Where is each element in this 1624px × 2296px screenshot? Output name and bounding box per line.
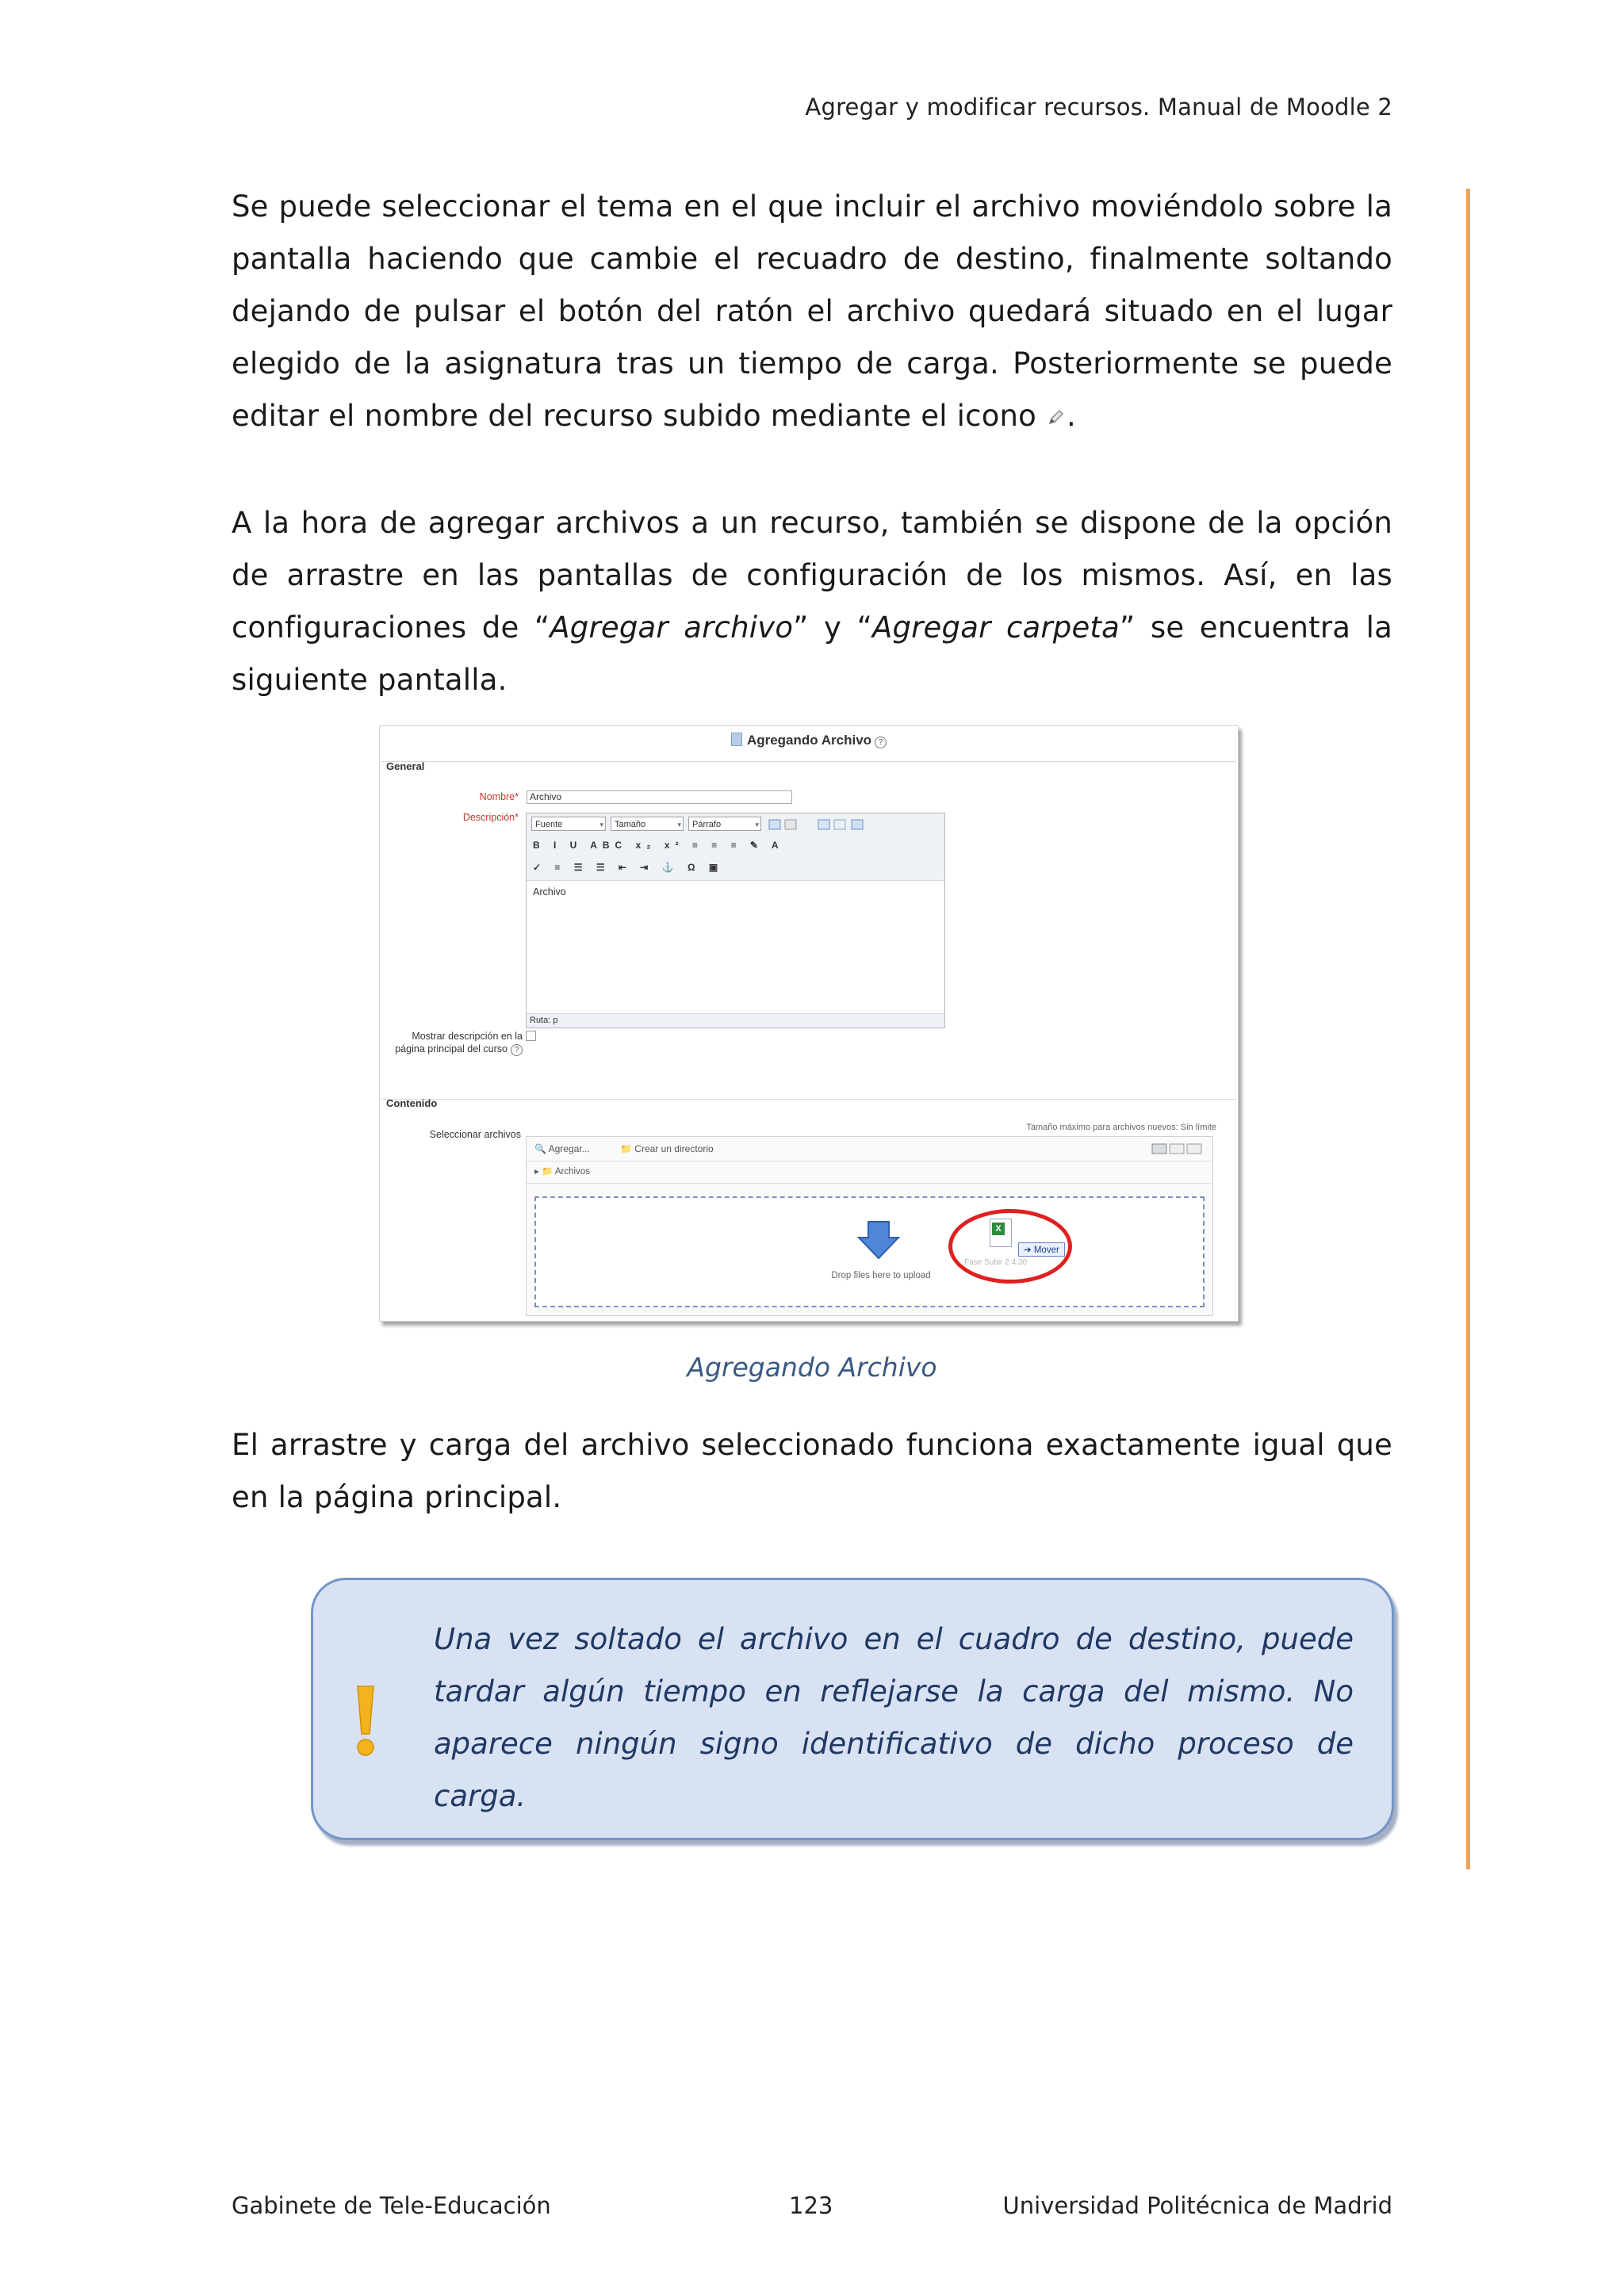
view-mode-icons[interactable] bbox=[1151, 1142, 1206, 1155]
editor-toolbar-row-2 bbox=[527, 836, 944, 859]
name-label: Nombre* bbox=[479, 791, 519, 802]
show-description-checkbox[interactable] bbox=[526, 1031, 536, 1041]
running-header: Agregar y modificar recursos. Manual de Moodle 2 bbox=[805, 94, 1392, 121]
figure-title bbox=[380, 733, 1238, 748]
editor-content[interactable]: Archivo bbox=[533, 886, 566, 897]
footer-left: Gabinete de Tele-Educación bbox=[232, 2192, 551, 2219]
note-box bbox=[311, 1578, 1394, 1840]
create-directory-label: Crear un directorio bbox=[634, 1143, 714, 1154]
picker-toolbar bbox=[527, 1137, 1212, 1161]
move-tooltip: ➔ Mover bbox=[1018, 1242, 1065, 1257]
format-buttons[interactable]: B I U ABC x₂ x² ≡ ≡ ≡ ✎ A bbox=[533, 840, 784, 851]
footer-right: Universidad Politécnica de Madrid bbox=[1002, 2192, 1392, 2219]
side-rule bbox=[1466, 189, 1470, 1869]
pencil-icon bbox=[1046, 392, 1067, 444]
show-description-text: Mostrar descripción en la página principal del curso bbox=[395, 1031, 523, 1054]
figure-title-text: Agregando Archivo bbox=[746, 733, 872, 748]
add-file-label: Agregar... bbox=[548, 1143, 590, 1154]
page-number: 123 bbox=[789, 2192, 833, 2219]
paragraph-1-end: . bbox=[1067, 399, 1076, 433]
section-general: General bbox=[386, 760, 425, 772]
add-file-button[interactable]: 🔍 Agregar... bbox=[534, 1143, 590, 1154]
divider bbox=[381, 1099, 1236, 1100]
section-content: Contenido bbox=[386, 1097, 438, 1109]
drop-files-text: Drop files here to upload bbox=[831, 1271, 931, 1280]
paragraph-1-text: Se puede seleccionar el tema en el que incluir el archivo moviéndolo sobre la pantalla haciendo que cambie el recuadro de destino, finalmente soltando dejando de pulsar el botón del ratón el archivo quedará situado en el lugar elegido de la asignatura tras un tiempo de carga. Posteriormente se puede editar el nombre del recurso subido mediante el icono bbox=[232, 189, 1392, 433]
help-icon[interactable]: ? bbox=[875, 737, 887, 748]
name-input[interactable]: Archivo bbox=[527, 790, 792, 804]
paragraph-2 bbox=[232, 497, 1392, 706]
max-size-note: Tamaño máximo para archivos nuevos: Sin límite bbox=[1026, 1123, 1216, 1132]
show-description-label bbox=[386, 1030, 523, 1056]
exclamation-icon bbox=[354, 1685, 377, 1758]
paragraph-2-end: ” se encuentra la siguiente pantalla. bbox=[232, 610, 1392, 697]
description-editor[interactable] bbox=[526, 813, 945, 1028]
move-tooltip-label: Mover bbox=[1033, 1246, 1059, 1255]
folder-path bbox=[527, 1161, 1212, 1184]
toolbar-icons-row-1[interactable] bbox=[768, 817, 934, 832]
divider bbox=[381, 761, 1236, 762]
agregar-carpeta-term: Agregar carpeta bbox=[871, 610, 1120, 645]
note-text: Una vez soltado el archivo en el cuadro de destino, puede tardar algún tiempo en reflejarse la carga del mismo. No aparece ningún signo identificativo de dicho proceso de carga. bbox=[434, 1622, 1354, 1813]
editor-toolbar-row-3 bbox=[527, 858, 944, 881]
paragraph-3: El arrastre y carga del archivo seleccionado funciona exactamente igual que en la página principal. bbox=[232, 1428, 1392, 1514]
format-select[interactable]: Párrafo ▾ bbox=[688, 817, 761, 831]
folder-archivos-label: Archivos bbox=[554, 1167, 590, 1177]
paragraph-1 bbox=[232, 181, 1392, 444]
excel-file-icon: X bbox=[990, 1219, 1012, 1247]
moodle-add-file-screenshot bbox=[379, 725, 1239, 1322]
dragged-file bbox=[948, 1209, 1075, 1285]
help-icon[interactable]: ? bbox=[511, 1044, 523, 1056]
paragraph-2-text: A la hora de agregar archivos a un recurso, también se dispone de la opción de arrastre en las pantallas de configuración de los mismos. Así, en las configuraciones de “ bbox=[232, 506, 1392, 645]
folder-archivos[interactable]: ▸ 📁 Archivos bbox=[534, 1167, 590, 1177]
create-directory-button[interactable]: 📁 Crear un directorio bbox=[620, 1143, 714, 1154]
dragged-file-caption: Fase Subir 2 4:30 bbox=[964, 1258, 1027, 1267]
editor-path: Ruta: p bbox=[527, 1013, 944, 1027]
drop-zone[interactable] bbox=[534, 1196, 1205, 1307]
file-icon bbox=[731, 733, 742, 746]
paragraph-2-connector: ” y “ bbox=[793, 610, 872, 645]
download-arrow-icon bbox=[857, 1220, 900, 1260]
figure-caption: Agregando Archivo bbox=[687, 1352, 937, 1383]
description-label: Descripción* bbox=[462, 812, 519, 823]
font-select[interactable]: Fuente ▾ bbox=[531, 817, 606, 831]
file-picker bbox=[526, 1136, 1213, 1316]
size-select[interactable]: Tamaño ▾ bbox=[611, 817, 684, 831]
editor-toolbar-row-1 bbox=[527, 813, 944, 836]
insert-buttons[interactable]: ✓ ≡ ☰ ☰ ⇤ ⇥ ⚓ Ω ▣ bbox=[533, 862, 724, 873]
agregar-archivo-term: Agregar archivo bbox=[550, 610, 794, 645]
select-files-label: Seleccionar archivos bbox=[429, 1129, 521, 1140]
